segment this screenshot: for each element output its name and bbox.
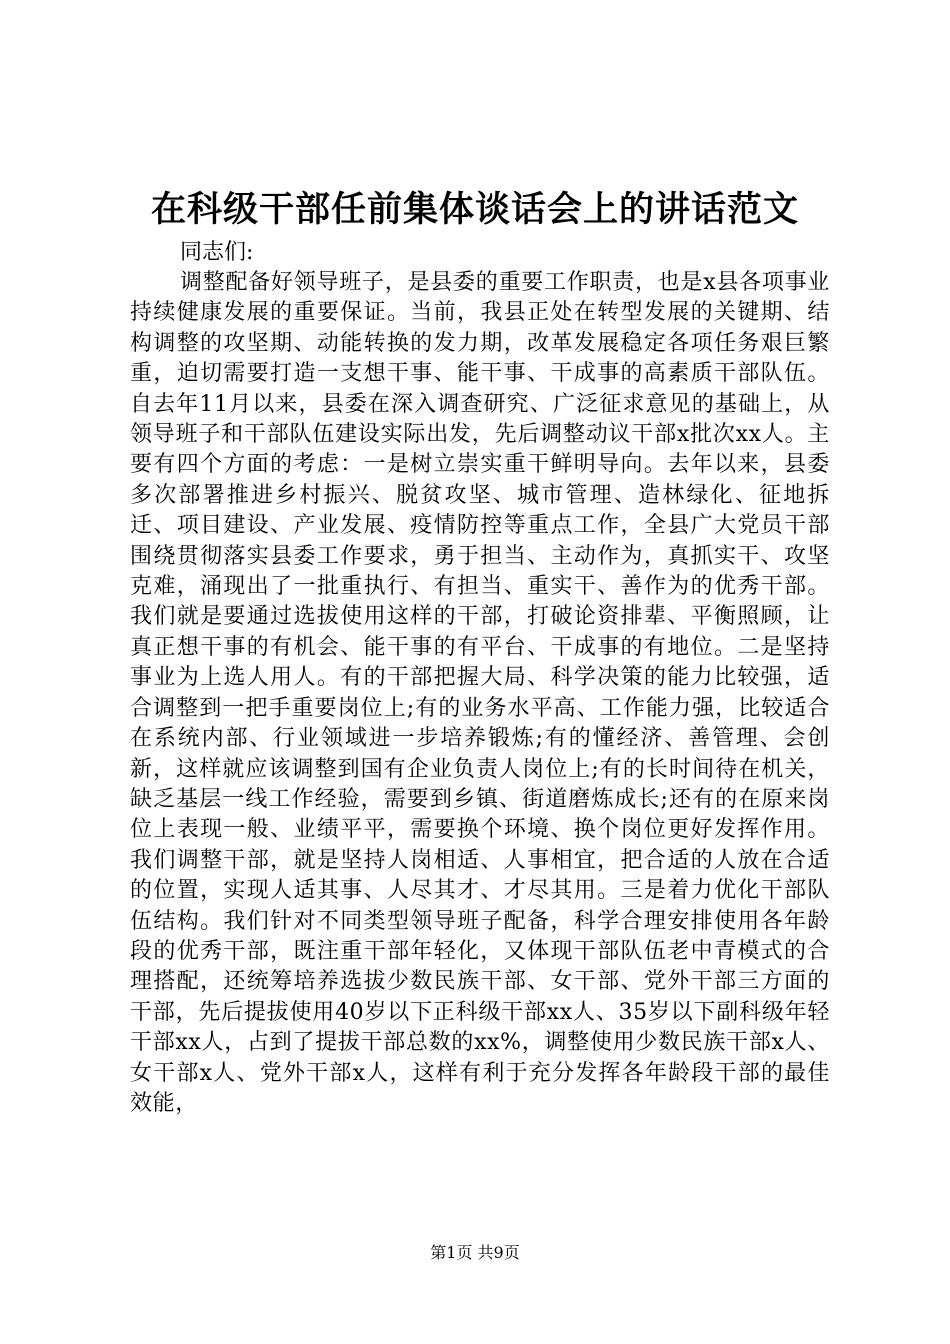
document-title: 在科级干部任前集体谈话会上的讲话范文: [150, 189, 799, 230]
body-paragraph: 调整配备好领导班子，是县委的重要工作职责，也是x县各项事业持续健康发展的重要保证。当前，我县正处在转型发展的关键期、结构调整的攻坚期、动能转换的发力期，改革发展稳定各项任务艰巨繁重，迫切需要打造一支想干事、能干事、干成事的高素质干部队伍。自去年11月以来，县委在深入调查研究、广泛征求意见的基础上，从领导班子和干部队伍建设实际出发，先后调整动议干部x批次xx人。主要有四个方面的考虑：一是树立崇实重干鲜明导向。去年以来，县委多次部署推进乡村振兴、脱贫攻坚、城市管理、造林绿化、征地拆迁、项目建设、产业发展、疫情防控等重点工作，全县广大党员干部围绕贯彻落实县委工作要求，勇于担当、主动作为，真抓实干、攻坚克难，涌现出了一批重执行、有担当、重实干、善作为的优秀干部。我们就是要通过选拔使用这样的干部，打破论资排辈、平衡照顾，让真正想干事的有机会、能干事的有平台、干成事的有地位。二是坚持事业为上选人用人。有的干部把握大局、科学决策的能力比较强，适合调整到一把手重要岗位上;有的业务水平高、工作能力强，比较适合在系统内部、行业领域进一步培养锻炼;有的懂经济、善管理、会创新，这样就应该调整到国有企业负责人岗位上;有的长时间待在机关，缺乏基层一线工作经验，需要到乡镇、街道磨炼成长;还有的在原来岗位上表现一般、业绩平平，需要换个环境、换个岗位更好发挥作用。我们调整干部，就是坚持人岗相适、人事相宜，把合适的人放在合适的位置，实现人适其事、人尽其才、才尽其用。三是着力优化干部队伍结构。我们针对不同类型领导班子配备，科学合理安排使用各年龄段的优秀干部，既注重干部年轻化，又体现干部队伍老中青模式的合理搭配，还统筹培养选拔少数民族干部、女干部、党外干部三方面的干部，先后提拔使用40岁以下正科级干部xx人、35岁以下副科级年轻干部xx人，占到了提拔干部总数的xx%，调整使用少数民族干部x人、女干部x人、党外干部x人，这样有利于充分发挥各年龄段干部的最佳效能，: [130, 270, 830, 1116]
salutation: 同志们:: [180, 240, 254, 265]
page-indicator: 第1页 共9页: [430, 1243, 520, 1262]
